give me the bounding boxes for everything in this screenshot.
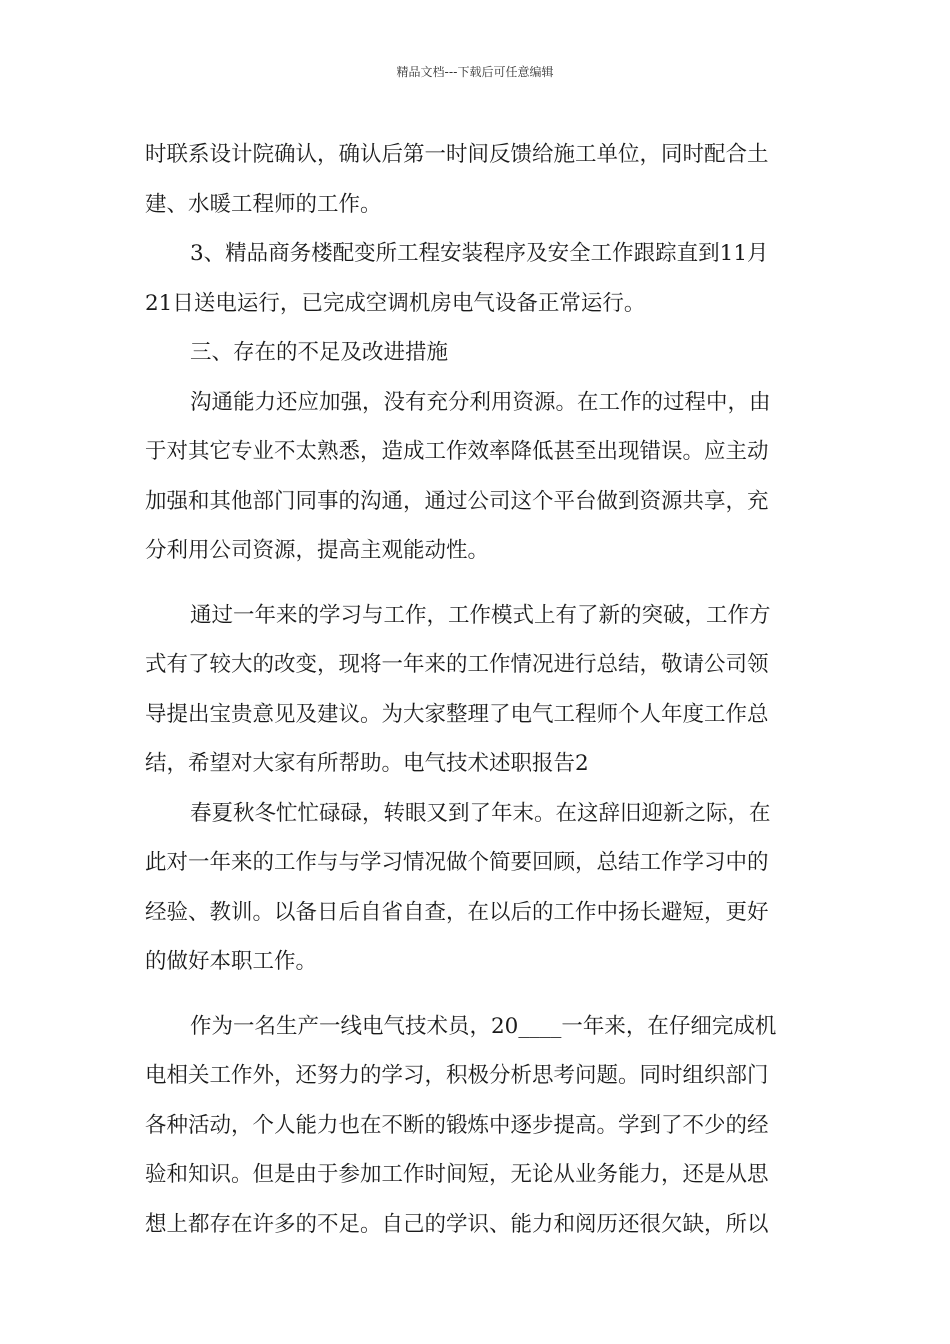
text-line: 3、精品商务楼配变所工程安装程序及安全工作跟踪直到11月 [190, 241, 769, 266]
text-line: 沟通能力还应加强，没有充分利用资源。在工作的过程中，由 [190, 389, 771, 415]
text-line: 此对一年来的工作与与学习情况做个简要回顾，总结工作学习中的 [145, 850, 769, 875]
text-line: 验和知识。但是由于参加工作时间短，无论从业务能力，还是从思 [145, 1162, 769, 1187]
text-line: 导提出宝贵意见及建议。为大家整理了电气工程师个人年度工作总 [145, 701, 769, 727]
section-heading: 三、存在的不足及改进措施 [190, 340, 449, 365]
document-body [145, 130, 810, 1249]
text-line: 分利用公司资源，提高主观能动性。 [145, 538, 490, 563]
text-line: 于对其它专业不太熟悉，造成工作效率降低甚至出现错误。应主动 [145, 439, 769, 464]
text-line: 加强和其他部门同事的沟通，通过公司这个平台做到资源共享，充 [145, 488, 769, 514]
text-line: 春夏秋冬忙忙碌碌，转眼又到了年末。在这辞旧迎新之际，在 [190, 800, 771, 826]
page-header: 精品文档---下载后可任意编辑 [396, 65, 554, 79]
text-line: 电相关工作外，还努力的学习，积极分析思考问题。同时组织部门 [145, 1063, 769, 1088]
text-line: 21日送电运行，已完成空调机房电气设备正常运行。 [145, 290, 646, 316]
text-line: 建、水暖工程师的工作。 [145, 191, 382, 217]
text-line: 作为一名生产一线电气技术员，20____一年来，在仔细完成机 [190, 1013, 777, 1039]
text-line: 经验、教训。以备日后自省自查，在以后的工作中扬长避短，更好 [145, 899, 769, 925]
text-line: 时联系设计院确认，确认后第一时间反馈给施工单位，同时配合土 [145, 142, 769, 167]
text-line: 通过一年来的学习与工作，工作模式上有了新的突破，工作方 [190, 602, 771, 628]
text-line: 想上都存在许多的不足。自己的学识、能力和阅历还很欠缺，所以 [145, 1211, 769, 1237]
text-line: 的做好本职工作。 [145, 949, 318, 974]
text-line: 各种活动，个人能力也在不断的锻炼中逐步提高。学到了不少的经 [145, 1112, 769, 1138]
text-line: 结，希望对大家有所帮助。电气技术述职报告2 [145, 751, 589, 776]
text-line: 式有了较大的改变，现将一年来的工作情况进行总结，敬请公司领 [145, 652, 769, 677]
